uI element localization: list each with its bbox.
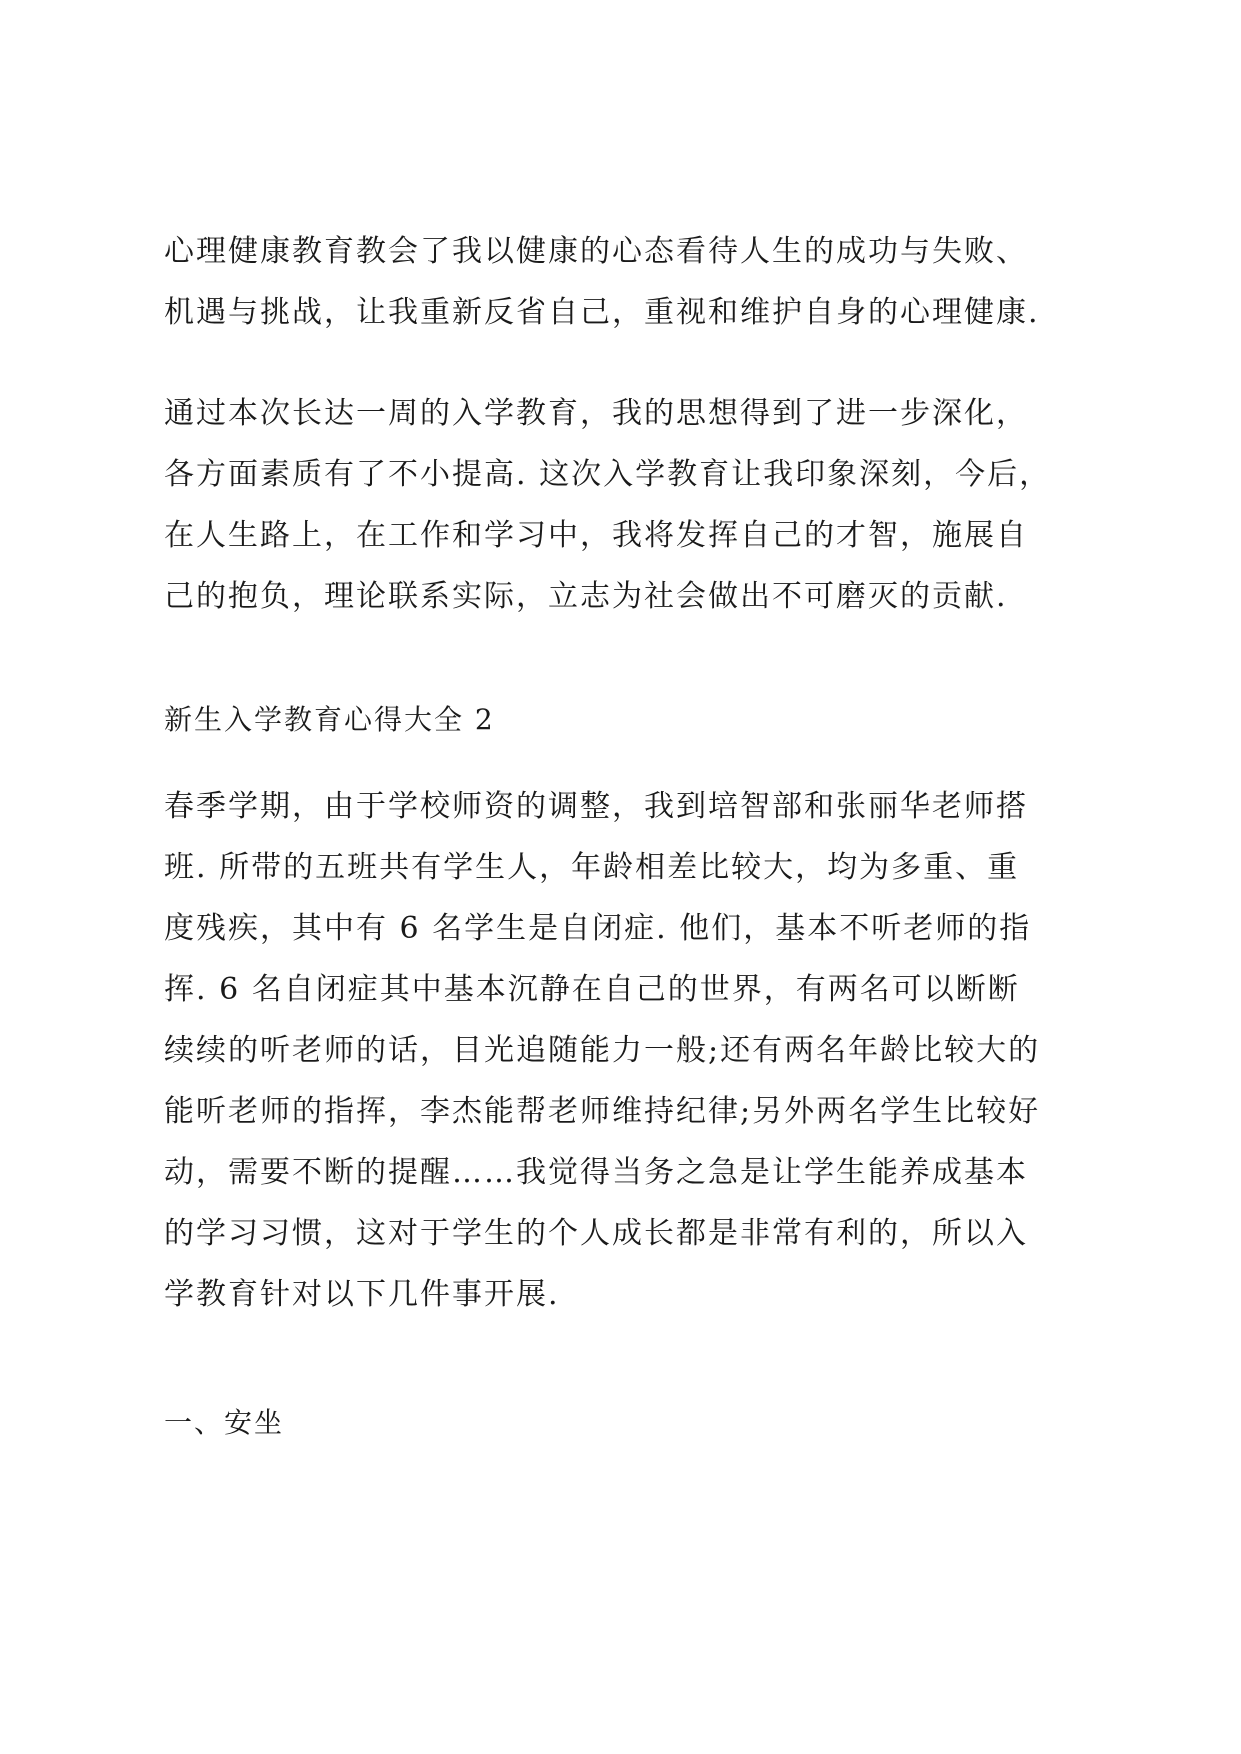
paragraph-line: 续续的听老师的话，目光追随能力一般;还有两名年龄比较大的 <box>164 1033 1041 1068</box>
paragraph-line: 能听老师的指挥，李杰能帮老师维持纪律;另外两名学生比较好 <box>164 1094 1041 1129</box>
paragraph-line: 春季学期，由于学校师资的调整，我到培智部和张丽华老师搭 <box>164 789 1028 824</box>
paragraph-line: 己的抱负，理论联系实际，立志为社会做出不可磨灭的贡献. <box>164 579 1008 614</box>
subheading <box>164 1392 1084 1453</box>
paragraph-line: 动，需要不断的提醒……我觉得当务之急是让学生能养成基本 <box>164 1155 1028 1190</box>
paragraph-line: 通过本次长达一周的入学教育，我的思想得到了进一步深化， <box>164 396 1028 431</box>
paragraph-line: 各方面素质有了不小提高. 这次入学教育让我印象深刻，今后， <box>164 457 1052 492</box>
paragraph-line: 心理健康教育教会了我以健康的心态看待人生的成功与失败、 <box>164 234 1028 269</box>
paragraph-line: 班. 所带的五班共有学生人，年龄相差比较大，均为多重、重 <box>164 850 1020 885</box>
paragraph-spring-semester <box>164 776 1084 1325</box>
paragraph-line: 学教育针对以下几件事开展. <box>164 1277 560 1312</box>
paragraph-line: 度残疾，其中有 6 名学生是自闭症. 他们，基本不听老师的指 <box>164 911 1032 946</box>
paragraph-line: 机遇与挑战，让我重新反省自己，重视和维护自身的心理健康. <box>164 295 1040 330</box>
paragraph-orientation-summary <box>164 383 1084 627</box>
section-heading <box>164 689 1084 750</box>
paragraph-line: 在人生路上，在工作和学习中，我将发挥自己的才智，施展自 <box>164 518 1028 553</box>
paragraph-mental-health <box>164 221 1084 343</box>
subheading-text: 一、安坐 <box>164 1406 285 1439</box>
paragraph-line: 挥. 6 名自闭症其中基本沉静在自己的世界，有两名可以断断 <box>164 972 1020 1007</box>
section-heading-text: 新生入学教育心得大全 2 <box>164 703 495 736</box>
paragraph-line: 的学习习惯，这对于学生的个人成长都是非常有利的，所以入 <box>164 1216 1028 1251</box>
